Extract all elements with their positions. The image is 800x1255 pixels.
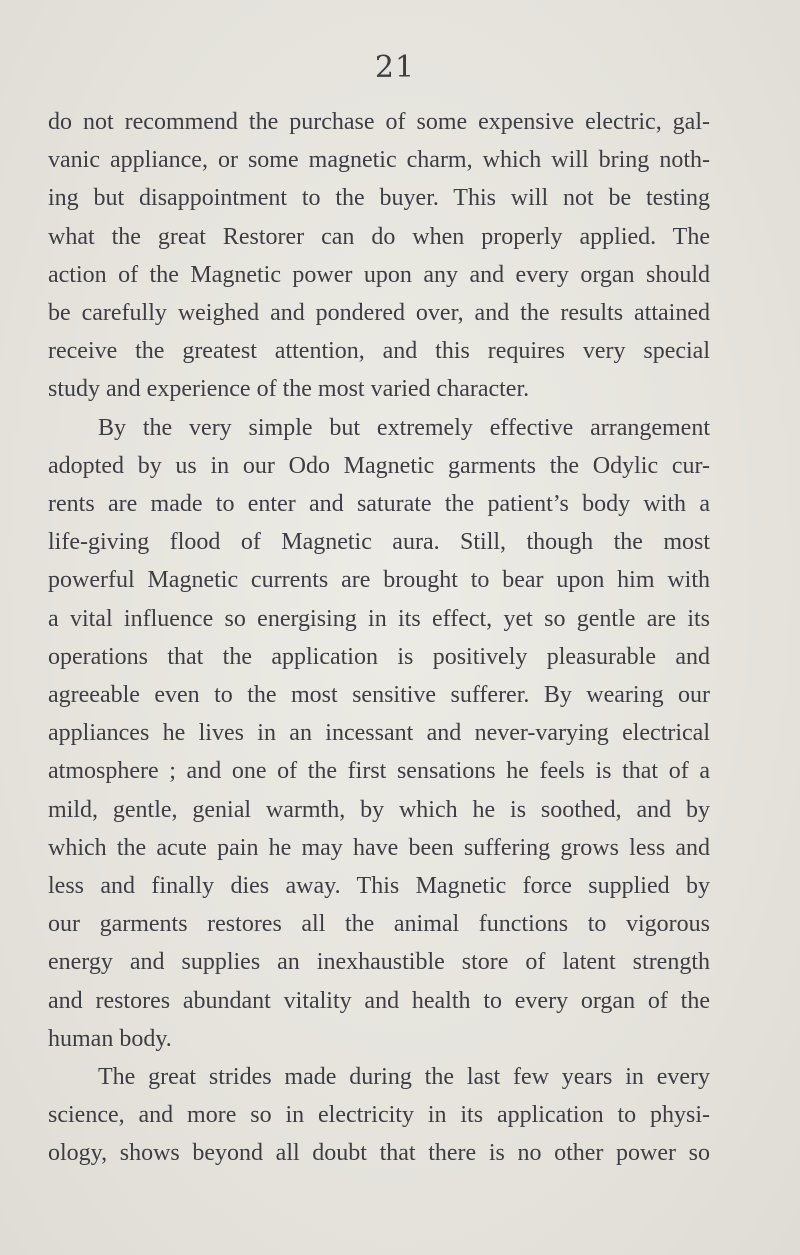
text-line: operations that the application is positively pleasurable and (48, 643, 710, 670)
text-line: what the great Restorer can do when properly applied. The (48, 223, 710, 250)
text-line: do not recommend the purchase of some expensive electric, gal- (48, 109, 710, 135)
text-line: atmosphere ; and one of the first sensations he feels is that of a (48, 758, 710, 785)
page-number: 21 (374, 50, 416, 85)
text-line: mild, gentle, genial warmth, by which he is soothed, and by (48, 796, 710, 823)
text-line: our garments restores all the animal functions to vigorous (48, 911, 710, 938)
text-line: energy and supplies an inexhaustible store of latent strength (48, 949, 710, 976)
text-line: receive the greatest attention, and this requires very special (48, 338, 710, 365)
text-line: rents are made to enter and saturate the patient’s body with a (48, 491, 710, 517)
text-line: life-giving flood of Magnetic aura. Still, though the most (48, 529, 710, 556)
text-line: powerful Magnetic currents are brought to bear upon him with (48, 567, 710, 594)
text-line: less and finally dies away. This Magnetic force supplied by (48, 873, 710, 899)
text-line: human body. (48, 1025, 172, 1052)
text-line: which the acute pain he may have been suffering grows less and (48, 834, 710, 861)
text-line: ing but disappointment to the buyer. This will not be testing (48, 185, 710, 212)
text-line: action of the Magnetic power upon any and every organ should (48, 261, 710, 288)
text-line: vanic appliance, or some magnetic charm, which will bring noth- (48, 147, 710, 174)
text-line: and restores abundant vitality and health to every organ of the (48, 987, 710, 1014)
paragraph-first-line: By the very simple but extremely effective arrangement (98, 414, 710, 441)
text-line: adopted by us in our Odo Magnetic garments the Odylic cur- (48, 452, 710, 479)
text-line: a vital influence so energising in its effect, yet so gentle are its (48, 605, 710, 632)
text-line: science, and more so in electricity in its application to physi- (48, 1102, 710, 1129)
paragraph-first-line: The great strides made during the last few years in every (98, 1064, 710, 1090)
text-line: be carefully weighed and pondered over, and the results attained (48, 300, 710, 326)
text-line: agreeable even to the most sensitive sufferer. By wearing our (48, 682, 710, 708)
text-line: ology, shows beyond all doubt that there is no other power so (48, 1140, 710, 1167)
text-line: study and experience of the most varied character. (48, 376, 530, 403)
text-line: appliances he lives in an incessant and never-varying electrical (48, 720, 710, 747)
